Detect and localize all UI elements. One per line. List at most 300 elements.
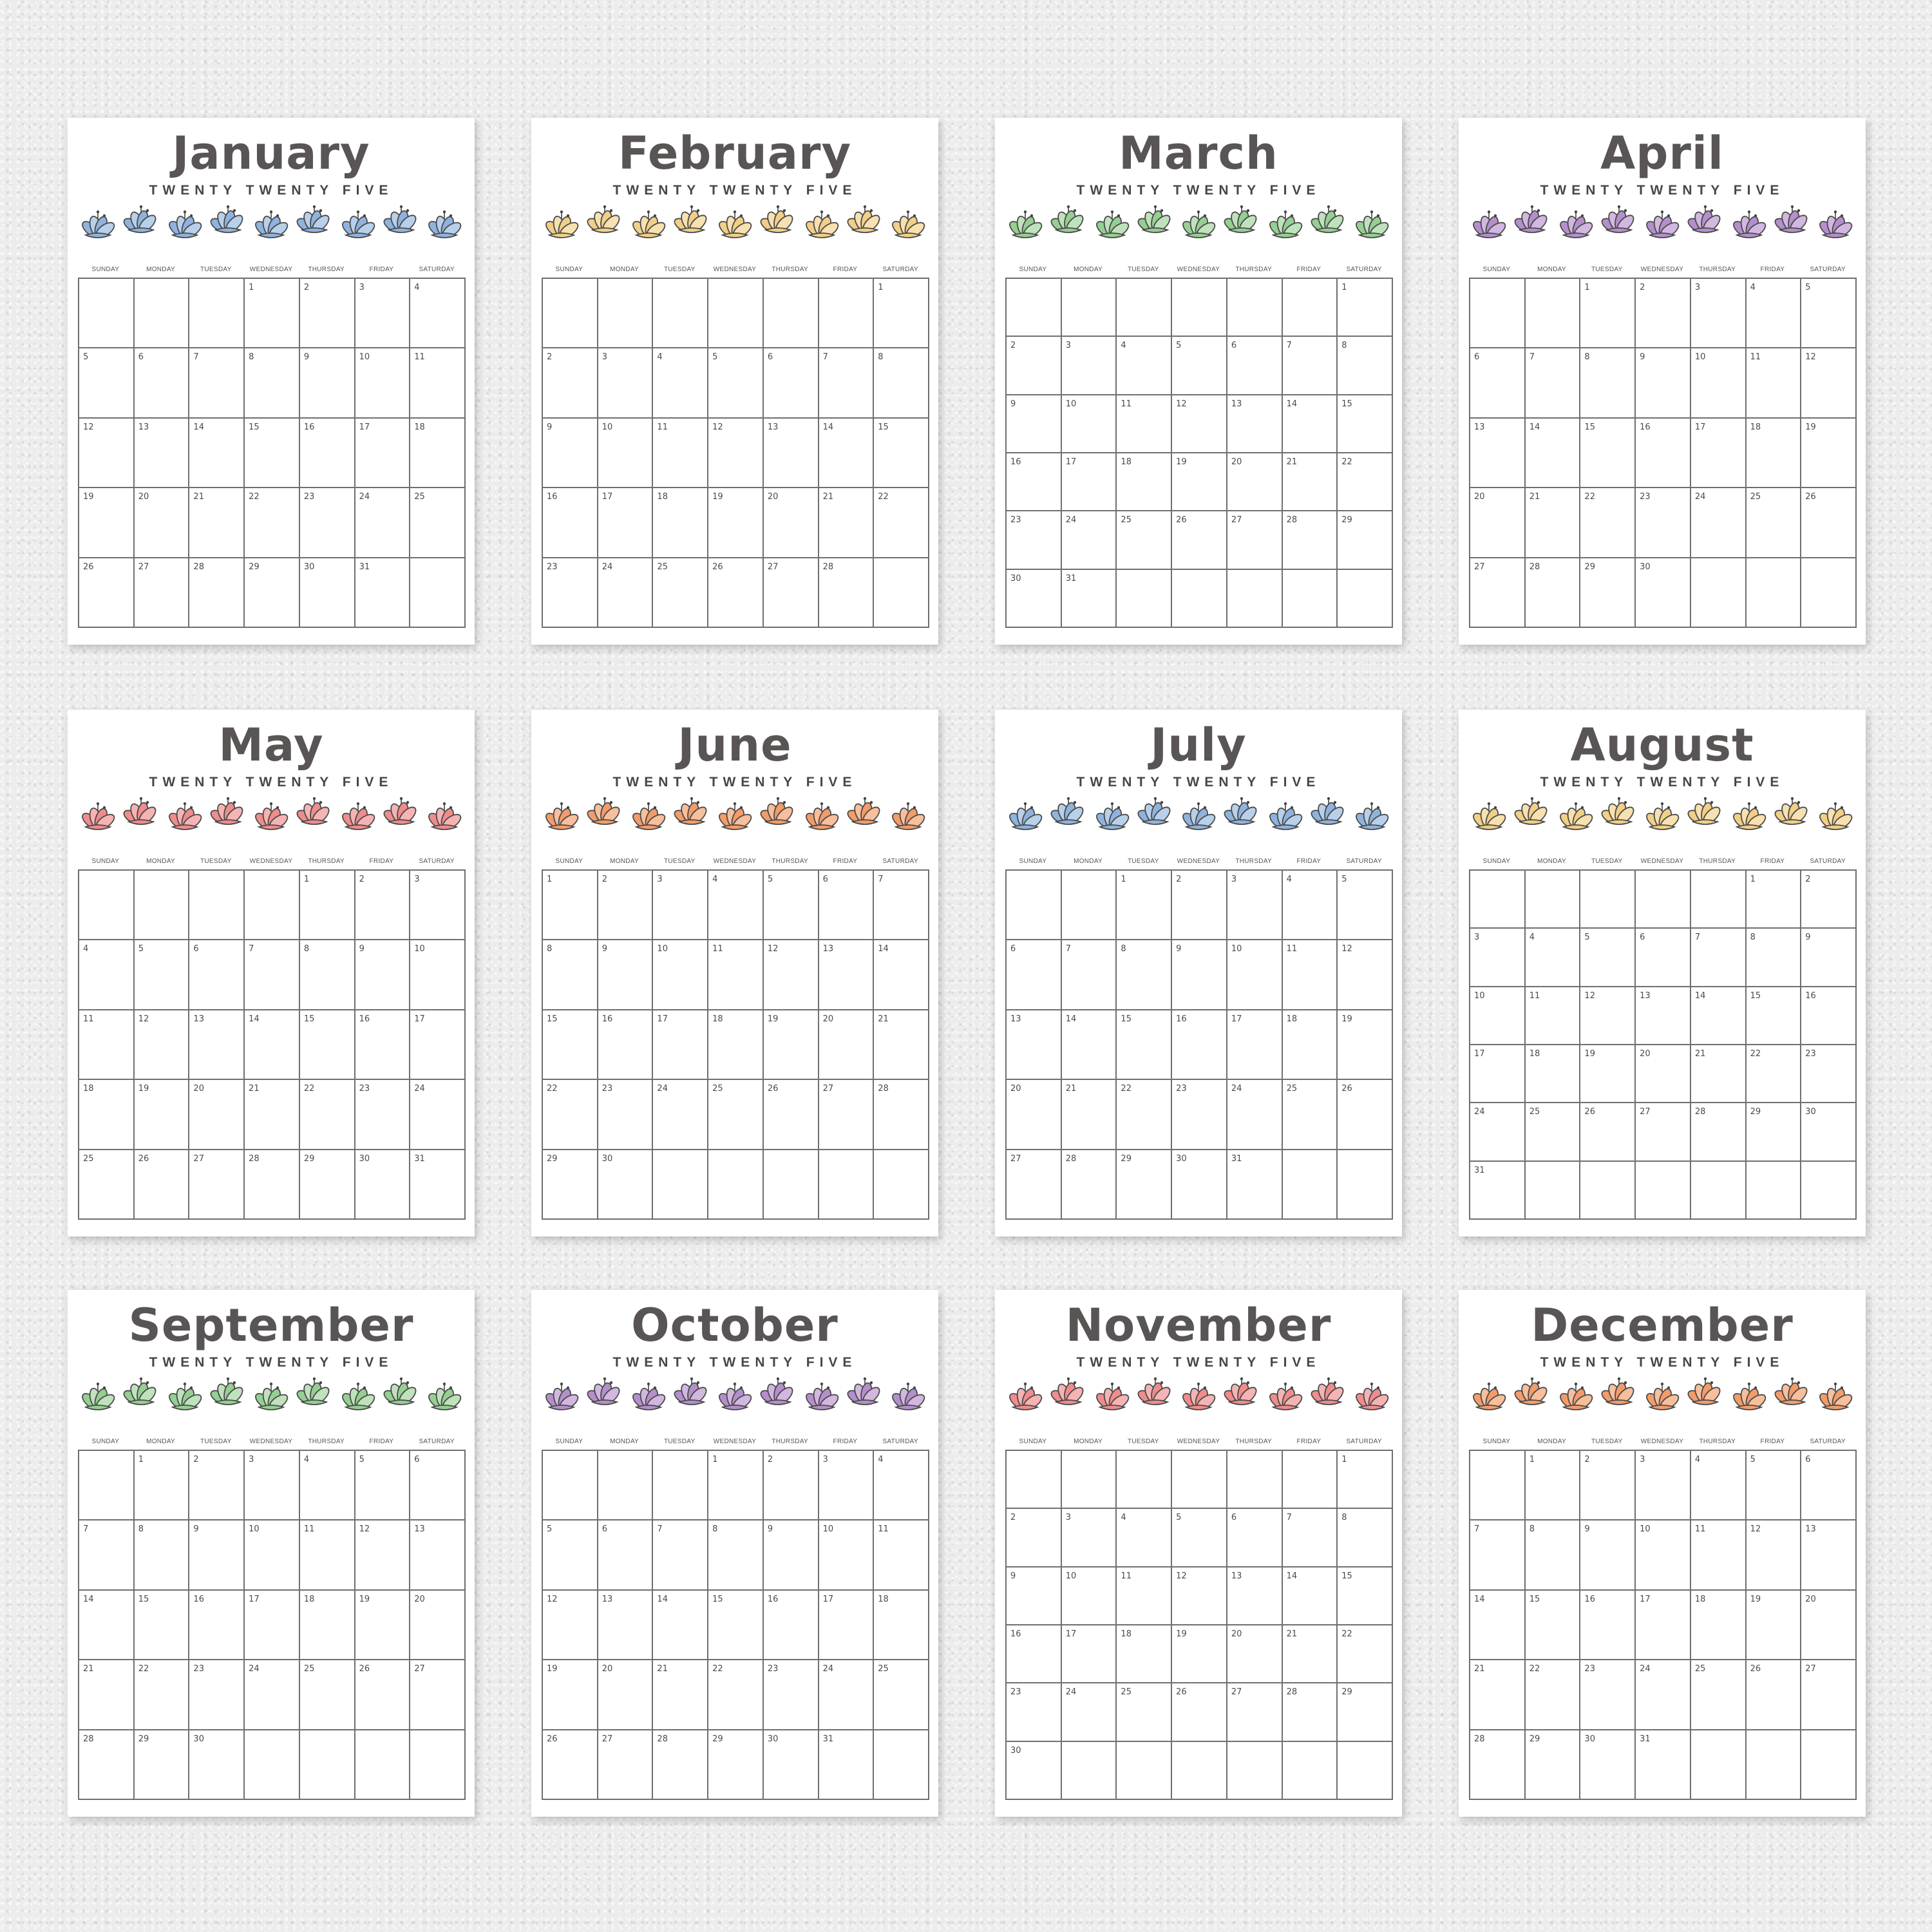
day-cell[interactable] [1117,1625,1172,1683]
day-cell[interactable] [1801,1162,1857,1220]
day-cell[interactable] [1007,1451,1062,1509]
day-cell[interactable] [1747,1660,1802,1730]
day-cell[interactable] [300,1150,355,1220]
day-cell[interactable] [1580,488,1636,558]
day-cell[interactable] [245,940,300,1010]
day-cell[interactable] [300,558,355,628]
day-cell[interactable] [1580,1520,1636,1590]
day-cell[interactable] [1470,1045,1526,1103]
day-cell[interactable] [1227,337,1283,395]
day-cell[interactable] [1283,511,1338,569]
day-cell[interactable] [819,1660,875,1730]
day-cell[interactable] [1470,558,1526,628]
day-cell[interactable] [1636,1103,1691,1161]
day-cell[interactable] [819,488,875,558]
day-cell[interactable] [1172,279,1227,337]
day-cell[interactable] [1636,1045,1691,1103]
day-cell[interactable] [1227,1683,1283,1741]
day-cell[interactable] [245,1451,300,1520]
day-cell[interactable] [355,1660,411,1730]
day-cell[interactable] [1283,1010,1338,1080]
day-cell[interactable] [1117,1150,1172,1220]
day-cell[interactable] [135,488,190,558]
day-cell[interactable] [1062,570,1117,628]
day-cell[interactable] [1526,1451,1581,1520]
day-cell[interactable] [410,488,466,558]
day-cell[interactable] [1227,1080,1283,1150]
day-cell[interactable] [1691,1045,1747,1103]
day-cell[interactable] [1636,929,1691,987]
day-cell[interactable] [79,1080,135,1150]
day-cell[interactable] [1470,348,1526,418]
day-cell[interactable] [1691,1730,1747,1800]
day-cell[interactable] [1227,1451,1283,1509]
day-cell[interactable] [598,1080,654,1150]
day-cell[interactable] [819,1451,875,1520]
day-cell[interactable] [135,1010,190,1080]
day-cell[interactable] [653,1080,708,1150]
day-cell[interactable] [653,1730,708,1800]
day-cell[interactable] [1007,1150,1062,1220]
day-cell[interactable] [1062,279,1117,337]
day-cell[interactable] [1172,1683,1227,1741]
day-cell[interactable] [1117,395,1172,453]
day-cell[interactable] [819,1520,875,1590]
day-cell[interactable] [543,279,598,348]
day-cell[interactable] [355,1080,411,1150]
day-cell[interactable] [1007,1567,1062,1625]
day-cell[interactable] [1747,1451,1802,1520]
day-cell[interactable] [1526,1591,1581,1660]
day-cell[interactable] [708,1730,764,1800]
day-cell[interactable] [410,1520,466,1590]
day-cell[interactable] [1636,419,1691,488]
day-cell[interactable] [1227,1567,1283,1625]
day-cell[interactable] [874,1660,929,1730]
day-cell[interactable] [1470,871,1526,929]
day-cell[interactable] [1747,1103,1802,1161]
day-cell[interactable] [1801,1730,1857,1800]
day-cell[interactable] [819,1730,875,1800]
day-cell[interactable] [1172,453,1227,511]
day-cell[interactable] [355,279,411,348]
day-cell[interactable] [1747,419,1802,488]
day-cell[interactable] [189,558,245,628]
day-cell[interactable] [1580,1730,1636,1800]
day-cell[interactable] [1007,1509,1062,1567]
day-cell[interactable] [410,1150,466,1220]
day-cell[interactable] [1117,1509,1172,1567]
day-cell[interactable] [1801,1103,1857,1161]
day-cell[interactable] [1801,1045,1857,1103]
day-cell[interactable] [653,1150,708,1220]
day-cell[interactable] [708,558,764,628]
day-cell[interactable] [1470,1520,1526,1590]
day-cell[interactable] [1117,453,1172,511]
day-cell[interactable] [1117,940,1172,1010]
day-cell[interactable] [1117,1451,1172,1509]
day-cell[interactable] [764,1150,819,1220]
day-cell[interactable] [1172,1742,1227,1800]
day-cell[interactable] [1062,1451,1117,1509]
day-cell[interactable] [189,940,245,1010]
day-cell[interactable] [245,419,300,488]
day-cell[interactable] [708,488,764,558]
day-cell[interactable] [1580,1045,1636,1103]
day-cell[interactable] [355,348,411,418]
day-cell[interactable] [1007,1625,1062,1683]
day-cell[interactable] [543,940,598,1010]
day-cell[interactable] [1801,1591,1857,1660]
day-cell[interactable] [819,871,875,940]
day-cell[interactable] [1062,940,1117,1010]
day-cell[interactable] [1580,1451,1636,1520]
day-cell[interactable] [874,1451,929,1520]
day-cell[interactable] [1172,511,1227,569]
day-cell[interactable] [410,1080,466,1150]
day-cell[interactable] [79,1660,135,1730]
day-cell[interactable] [819,348,875,418]
day-cell[interactable] [1691,558,1747,628]
day-cell[interactable] [189,1451,245,1520]
day-cell[interactable] [874,1520,929,1590]
day-cell[interactable] [1062,1509,1117,1567]
day-cell[interactable] [1062,453,1117,511]
day-cell[interactable] [764,1730,819,1800]
day-cell[interactable] [874,1150,929,1220]
day-cell[interactable] [1338,1625,1393,1683]
day-cell[interactable] [764,871,819,940]
day-cell[interactable] [764,1520,819,1590]
day-cell[interactable] [1338,1080,1393,1150]
day-cell[interactable] [79,871,135,940]
day-cell[interactable] [653,279,708,348]
day-cell[interactable] [598,348,654,418]
day-cell[interactable] [1747,1520,1802,1590]
day-cell[interactable] [653,1591,708,1660]
day-cell[interactable] [874,1730,929,1800]
day-cell[interactable] [355,488,411,558]
day-cell[interactable] [410,1010,466,1080]
day-cell[interactable] [653,488,708,558]
day-cell[interactable] [708,348,764,418]
day-cell[interactable] [189,1591,245,1660]
day-cell[interactable] [1747,929,1802,987]
day-cell[interactable] [543,488,598,558]
day-cell[interactable] [1470,929,1526,987]
day-cell[interactable] [300,348,355,418]
day-cell[interactable] [1747,558,1802,628]
day-cell[interactable] [1747,1045,1802,1103]
day-cell[interactable] [1283,453,1338,511]
day-cell[interactable] [1801,348,1857,418]
day-cell[interactable] [1338,453,1393,511]
day-cell[interactable] [1801,558,1857,628]
day-cell[interactable] [300,488,355,558]
day-cell[interactable] [1580,1162,1636,1220]
day-cell[interactable] [1580,279,1636,348]
day-cell[interactable] [1526,488,1581,558]
day-cell[interactable] [708,871,764,940]
day-cell[interactable] [1636,871,1691,929]
day-cell[interactable] [1007,337,1062,395]
day-cell[interactable] [598,419,654,488]
day-cell[interactable] [1801,1451,1857,1520]
day-cell[interactable] [135,1730,190,1800]
day-cell[interactable] [189,279,245,348]
day-cell[interactable] [598,1730,654,1800]
day-cell[interactable] [1747,279,1802,348]
day-cell[interactable] [819,1080,875,1150]
day-cell[interactable] [1636,488,1691,558]
day-cell[interactable] [1172,1567,1227,1625]
day-cell[interactable] [1526,1162,1581,1220]
day-cell[interactable] [764,558,819,628]
day-cell[interactable] [1227,453,1283,511]
day-cell[interactable] [1172,1451,1227,1509]
day-cell[interactable] [1580,348,1636,418]
day-cell[interactable] [1691,1451,1747,1520]
day-cell[interactable] [189,1010,245,1080]
day-cell[interactable] [1636,1520,1691,1590]
day-cell[interactable] [1636,558,1691,628]
day-cell[interactable] [189,1080,245,1150]
day-cell[interactable] [1338,570,1393,628]
day-cell[interactable] [1526,1045,1581,1103]
day-cell[interactable] [598,488,654,558]
day-cell[interactable] [300,1010,355,1080]
day-cell[interactable] [653,558,708,628]
day-cell[interactable] [874,1010,929,1080]
day-cell[interactable] [1747,1591,1802,1660]
day-cell[interactable] [1227,395,1283,453]
day-cell[interactable] [1062,1625,1117,1683]
day-cell[interactable] [874,940,929,1010]
day-cell[interactable] [819,279,875,348]
day-cell[interactable] [1007,1683,1062,1741]
day-cell[interactable] [543,348,598,418]
day-cell[interactable] [245,1660,300,1730]
day-cell[interactable] [1227,1625,1283,1683]
day-cell[interactable] [355,1520,411,1590]
day-cell[interactable] [543,558,598,628]
day-cell[interactable] [1470,488,1526,558]
day-cell[interactable] [708,1080,764,1150]
day-cell[interactable] [708,1451,764,1520]
day-cell[interactable] [543,1730,598,1800]
day-cell[interactable] [653,348,708,418]
day-cell[interactable] [874,488,929,558]
day-cell[interactable] [1338,1451,1393,1509]
day-cell[interactable] [1801,871,1857,929]
day-cell[interactable] [189,348,245,418]
day-cell[interactable] [1172,1080,1227,1150]
day-cell[interactable] [300,1730,355,1800]
day-cell[interactable] [708,419,764,488]
day-cell[interactable] [1338,1567,1393,1625]
day-cell[interactable] [1636,348,1691,418]
day-cell[interactable] [598,1150,654,1220]
day-cell[interactable] [300,1660,355,1730]
day-cell[interactable] [245,488,300,558]
day-cell[interactable] [764,1591,819,1660]
day-cell[interactable] [1117,511,1172,569]
day-cell[interactable] [1062,1010,1117,1080]
day-cell[interactable] [79,1451,135,1520]
day-cell[interactable] [300,419,355,488]
day-cell[interactable] [245,558,300,628]
day-cell[interactable] [1747,987,1802,1045]
day-cell[interactable] [598,1010,654,1080]
day-cell[interactable] [410,1451,466,1520]
day-cell[interactable] [1747,1162,1802,1220]
day-cell[interactable] [653,419,708,488]
day-cell[interactable] [1172,570,1227,628]
day-cell[interactable] [543,1150,598,1220]
day-cell[interactable] [1172,1509,1227,1567]
day-cell[interactable] [543,1010,598,1080]
day-cell[interactable] [79,1010,135,1080]
day-cell[interactable] [1227,1742,1283,1800]
day-cell[interactable] [598,940,654,1010]
day-cell[interactable] [708,1520,764,1590]
day-cell[interactable] [1117,1683,1172,1741]
day-cell[interactable] [1062,1080,1117,1150]
day-cell[interactable] [1636,1591,1691,1660]
day-cell[interactable] [1007,395,1062,453]
day-cell[interactable] [1283,871,1338,940]
day-cell[interactable] [1227,570,1283,628]
day-cell[interactable] [189,419,245,488]
day-cell[interactable] [189,488,245,558]
day-cell[interactable] [1172,337,1227,395]
day-cell[interactable] [1636,1730,1691,1800]
day-cell[interactable] [300,871,355,940]
day-cell[interactable] [764,348,819,418]
day-cell[interactable] [189,1150,245,1220]
day-cell[interactable] [1691,871,1747,929]
day-cell[interactable] [598,558,654,628]
day-cell[interactable] [1007,871,1062,940]
day-cell[interactable] [355,1451,411,1520]
day-cell[interactable] [1691,929,1747,987]
day-cell[interactable] [1172,871,1227,940]
day-cell[interactable] [653,1660,708,1730]
day-cell[interactable] [1283,395,1338,453]
day-cell[interactable] [1283,1451,1338,1509]
day-cell[interactable] [1007,1080,1062,1150]
day-cell[interactable] [189,1730,245,1800]
day-cell[interactable] [1470,1162,1526,1220]
day-cell[interactable] [135,871,190,940]
day-cell[interactable] [1747,488,1802,558]
day-cell[interactable] [1117,337,1172,395]
day-cell[interactable] [1801,419,1857,488]
day-cell[interactable] [1636,279,1691,348]
day-cell[interactable] [1283,1150,1338,1220]
day-cell[interactable] [1172,1150,1227,1220]
day-cell[interactable] [653,871,708,940]
day-cell[interactable] [1470,419,1526,488]
day-cell[interactable] [1007,279,1062,337]
day-cell[interactable] [1526,279,1581,348]
day-cell[interactable] [245,871,300,940]
day-cell[interactable] [598,1660,654,1730]
day-cell[interactable] [598,1591,654,1660]
day-cell[interactable] [653,1010,708,1080]
day-cell[interactable] [1691,348,1747,418]
day-cell[interactable] [410,871,466,940]
day-cell[interactable] [764,419,819,488]
day-cell[interactable] [1227,940,1283,1010]
day-cell[interactable] [653,1520,708,1590]
day-cell[interactable] [1007,1742,1062,1800]
day-cell[interactable] [355,871,411,940]
day-cell[interactable] [300,279,355,348]
day-cell[interactable] [1062,1150,1117,1220]
day-cell[interactable] [135,1150,190,1220]
day-cell[interactable] [543,1080,598,1150]
day-cell[interactable] [874,348,929,418]
day-cell[interactable] [1580,1103,1636,1161]
day-cell[interactable] [1470,1730,1526,1800]
day-cell[interactable] [245,1520,300,1590]
day-cell[interactable] [135,279,190,348]
day-cell[interactable] [1172,395,1227,453]
day-cell[interactable] [410,419,466,488]
day-cell[interactable] [1470,1451,1526,1520]
day-cell[interactable] [543,1591,598,1660]
day-cell[interactable] [79,419,135,488]
day-cell[interactable] [1801,1520,1857,1590]
day-cell[interactable] [874,1591,929,1660]
day-cell[interactable] [1801,987,1857,1045]
day-cell[interactable] [1691,419,1747,488]
day-cell[interactable] [1580,929,1636,987]
day-cell[interactable] [1227,1509,1283,1567]
day-cell[interactable] [79,279,135,348]
day-cell[interactable] [1580,987,1636,1045]
day-cell[interactable] [355,1730,411,1800]
day-cell[interactable] [300,1080,355,1150]
day-cell[interactable] [1283,1567,1338,1625]
day-cell[interactable] [245,1080,300,1150]
day-cell[interactable] [874,871,929,940]
day-cell[interactable] [135,1591,190,1660]
day-cell[interactable] [79,1520,135,1590]
day-cell[interactable] [1636,987,1691,1045]
day-cell[interactable] [1526,1660,1581,1730]
day-cell[interactable] [79,348,135,418]
day-cell[interactable] [135,1520,190,1590]
day-cell[interactable] [1801,929,1857,987]
day-cell[interactable] [1747,871,1802,929]
day-cell[interactable] [355,940,411,1010]
day-cell[interactable] [245,348,300,418]
day-cell[interactable] [1062,511,1117,569]
day-cell[interactable] [1007,511,1062,569]
day-cell[interactable] [819,419,875,488]
day-cell[interactable] [543,419,598,488]
day-cell[interactable] [874,1080,929,1150]
day-cell[interactable] [1470,1591,1526,1660]
day-cell[interactable] [1117,1567,1172,1625]
day-cell[interactable] [1801,279,1857,348]
day-cell[interactable] [1470,987,1526,1045]
day-cell[interactable] [874,558,929,628]
day-cell[interactable] [355,558,411,628]
day-cell[interactable] [543,1520,598,1590]
